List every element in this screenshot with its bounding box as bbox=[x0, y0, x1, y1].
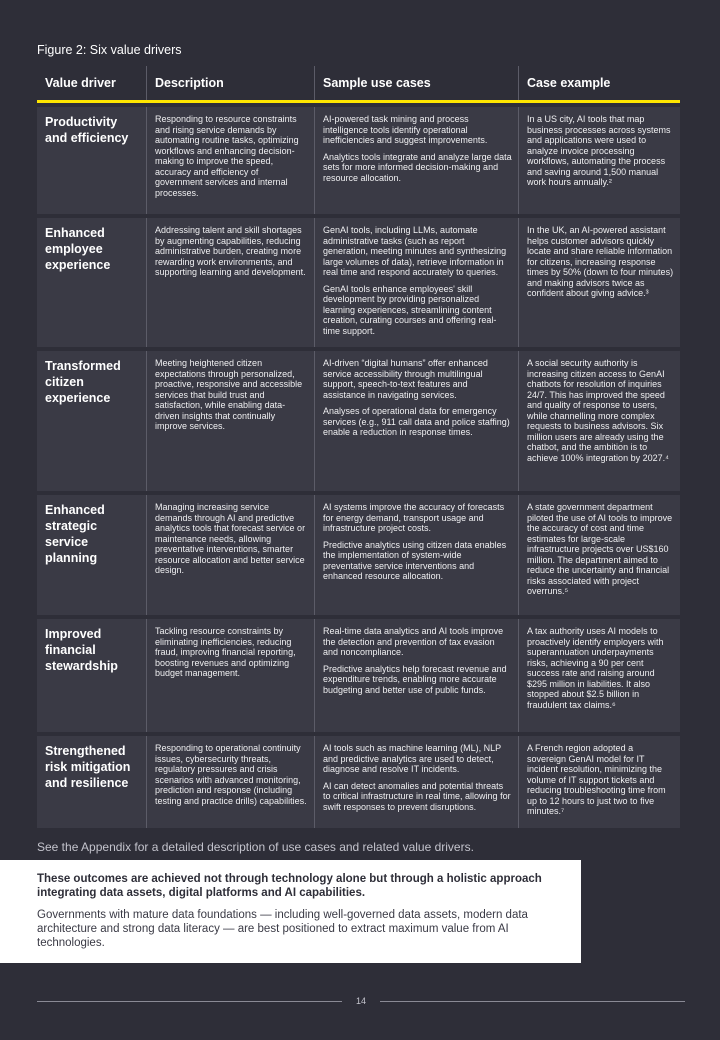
case-example-cell: A tax authority uses AI models to proactively identify employers with superannuation underpayments risks, achieving a 90 per cent success rate and raising around $295 million in liabilities. It also stopped about $2.5 billion in fraudulent tax claims.⁶ bbox=[527, 626, 664, 710]
use-case-text: AI-powered task mining and process intelligence tools identify operational inefficiencies and suggest improvements. bbox=[323, 114, 488, 145]
use-cases-cell bbox=[315, 107, 519, 214]
use-case-text: Analytics tools integrate and analyze large data sets for more informed decision-making and resource allocation. bbox=[323, 151, 512, 183]
case-example-cell: A social security authority is increasing citizen access to GenAI chatbots for resolution of inquiries 24/7. This has improved the speed and quality of response to users, while channelling more complex requests to business advisors. Six million users are already using the chatbot, and the ambition is to achieve 100% integration by 2027.⁴ bbox=[527, 358, 669, 463]
value-driver-cell: Enhanced strategic service planning bbox=[37, 495, 147, 615]
use-case-text: AI tools such as machine learning (ML), NLP and predictive analytics are used to detect, diagnose and resolve IT incidents. bbox=[323, 743, 501, 774]
table-row bbox=[37, 351, 680, 491]
case-example-cell: A state government department piloted the use of AI tools to improve the accuracy of cost and time estimates for large-scale infrastructure projects over US$160 million. The department aimed to reduce the uncertainty and financial risks associated with project overruns.⁵ bbox=[527, 502, 673, 596]
figure-title: Figure 2: Six value drivers bbox=[37, 43, 182, 57]
header-value-driver: Value driver bbox=[37, 66, 147, 100]
callout-heading: These outcomes are achieved not through technology alone but through a holistic approach integrating data assets, digital platforms and AI capabilities. bbox=[37, 873, 542, 899]
value-drivers-table bbox=[37, 66, 680, 828]
use-case-text: Predictive analytics using citizen data enables the implementation of system-wide preventative service interventions and enhanced resource allocation. bbox=[323, 539, 507, 581]
use-cases-cell bbox=[315, 218, 519, 347]
page-number: 14 bbox=[356, 996, 367, 1006]
use-cases-cell bbox=[315, 736, 519, 828]
use-cases-cell bbox=[315, 351, 519, 491]
case-example-cell: In the UK, an AI-powered assistant helps customer advisors quickly locate and share reliable information for citizens, increasing response times by 50% (down to four minutes) and making advisors twice as confident about giving advice.³ bbox=[527, 225, 674, 298]
description-cell: Managing increasing service demands through AI and predictive analytics tools that forecast service or maintenance needs, allowing preventative interventions, smarter resource allocation and better service design. bbox=[147, 495, 315, 615]
table-row bbox=[37, 107, 680, 214]
use-case-text: GenAI tools enhance employees' skill development by providing personalized learning experiences, streamlining content creation, curating courses and offering real-time support. bbox=[323, 283, 497, 336]
page-footer bbox=[37, 993, 685, 1009]
header-description: Description bbox=[147, 66, 315, 100]
table-row bbox=[37, 736, 680, 828]
case-example-cell: A French region adopted a sovereign GenAI model for IT incident resolution, minimizing the volume of IT support tickets and reducing troubleshooting time from up to 12 hours to just two to five minutes.⁷ bbox=[527, 743, 666, 816]
use-case-text: Analyses of operational data for emergency services (e.g., 911 call data and police staffing) enable a reduction in response times. bbox=[323, 406, 510, 437]
description-cell: Tackling resource constraints by eliminating inefficiencies, reducing fraud, improving financial reporting, boosting revenues and optimizing budget management. bbox=[147, 619, 315, 732]
description-cell: Responding to operational continuity issues, cybersecurity threats, regulatory pressures and crisis scenarios with advanced monitoring, prediction and response (including testing and practice drills) capabilities. bbox=[147, 736, 315, 828]
value-driver-cell: Productivity and efficiency bbox=[37, 107, 147, 214]
header-case-example: Case example bbox=[527, 76, 611, 90]
use-cases-cell bbox=[315, 619, 519, 732]
table-row bbox=[37, 495, 680, 615]
use-case-text: AI-driven “digital humans” offer enhanced service accessibility through multilingual support, speech-to-text features and assistance in navigating services. bbox=[323, 358, 488, 400]
table-row bbox=[37, 619, 680, 732]
appendix-note: See the Appendix for a detailed description of use cases and related value drivers. bbox=[37, 840, 474, 854]
footer-divider-left bbox=[37, 1001, 342, 1002]
description-cell: Responding to resource constraints and rising service demands by automating routine tasks, optimizing workflows and enhancing decision-making to improve the speed, accuracy and efficiency of government services and internal processes. bbox=[147, 107, 315, 214]
callout-box bbox=[0, 860, 581, 963]
use-case-text: Predictive analytics help forecast revenue and expenditure trends, enabling more accurate budgeting and better use of public funds. bbox=[323, 663, 507, 695]
use-case-text: GenAI tools, including LLMs, automate administrative tasks (such as report generation, meeting minutes and synthesizing large volumes of data), retrieve information in real time and respond accurately to queries. bbox=[323, 225, 507, 277]
value-driver-cell: Enhanced employee experience bbox=[37, 218, 147, 347]
table-row bbox=[37, 218, 680, 347]
value-driver-cell: Transformed citizen experience bbox=[37, 351, 147, 491]
header-sample-use-cases: Sample use cases bbox=[315, 66, 519, 100]
use-cases-cell bbox=[315, 495, 519, 615]
value-driver-cell: Strengthened risk mitigation and resilience bbox=[37, 736, 147, 828]
case-example-cell: In a US city, AI tools that map business processes across systems and applications were used to analyze invoice processing workflows, automating the process and saving around 1,500 manual work hours annually.² bbox=[527, 114, 671, 187]
callout-body: Governments with mature data foundations — including well-governed data assets, modern data architecture and strong data literacy — are best positioned to extract maximum value from AI technologies. bbox=[37, 909, 528, 949]
table-header bbox=[37, 66, 680, 103]
description-cell: Meeting heightened citizen expectations through personalized, proactive, responsive and accessible services that build trust and satisfaction, while enabling data-driven insights that continually improve services. bbox=[147, 351, 315, 491]
use-case-text: Real-time data analytics and AI tools improve the detection and prevention of tax evasion and noncompliance. bbox=[323, 626, 504, 657]
footer-divider-right bbox=[380, 1001, 685, 1002]
description-cell: Addressing talent and skill shortages by augmenting capabilities, reducing administrative burden, creating more rewarding work environments, and supporting learning and development. bbox=[147, 218, 315, 347]
use-case-text: AI can detect anomalies and potential threats to critical infrastructure in real time, allowing for swift responses to prevent disruptions. bbox=[323, 780, 511, 812]
use-case-text: AI systems improve the accuracy of forecasts for energy demand, transport usage and infrastructure project costs. bbox=[323, 502, 505, 533]
value-driver-cell: Improved financial stewardship bbox=[37, 619, 147, 732]
